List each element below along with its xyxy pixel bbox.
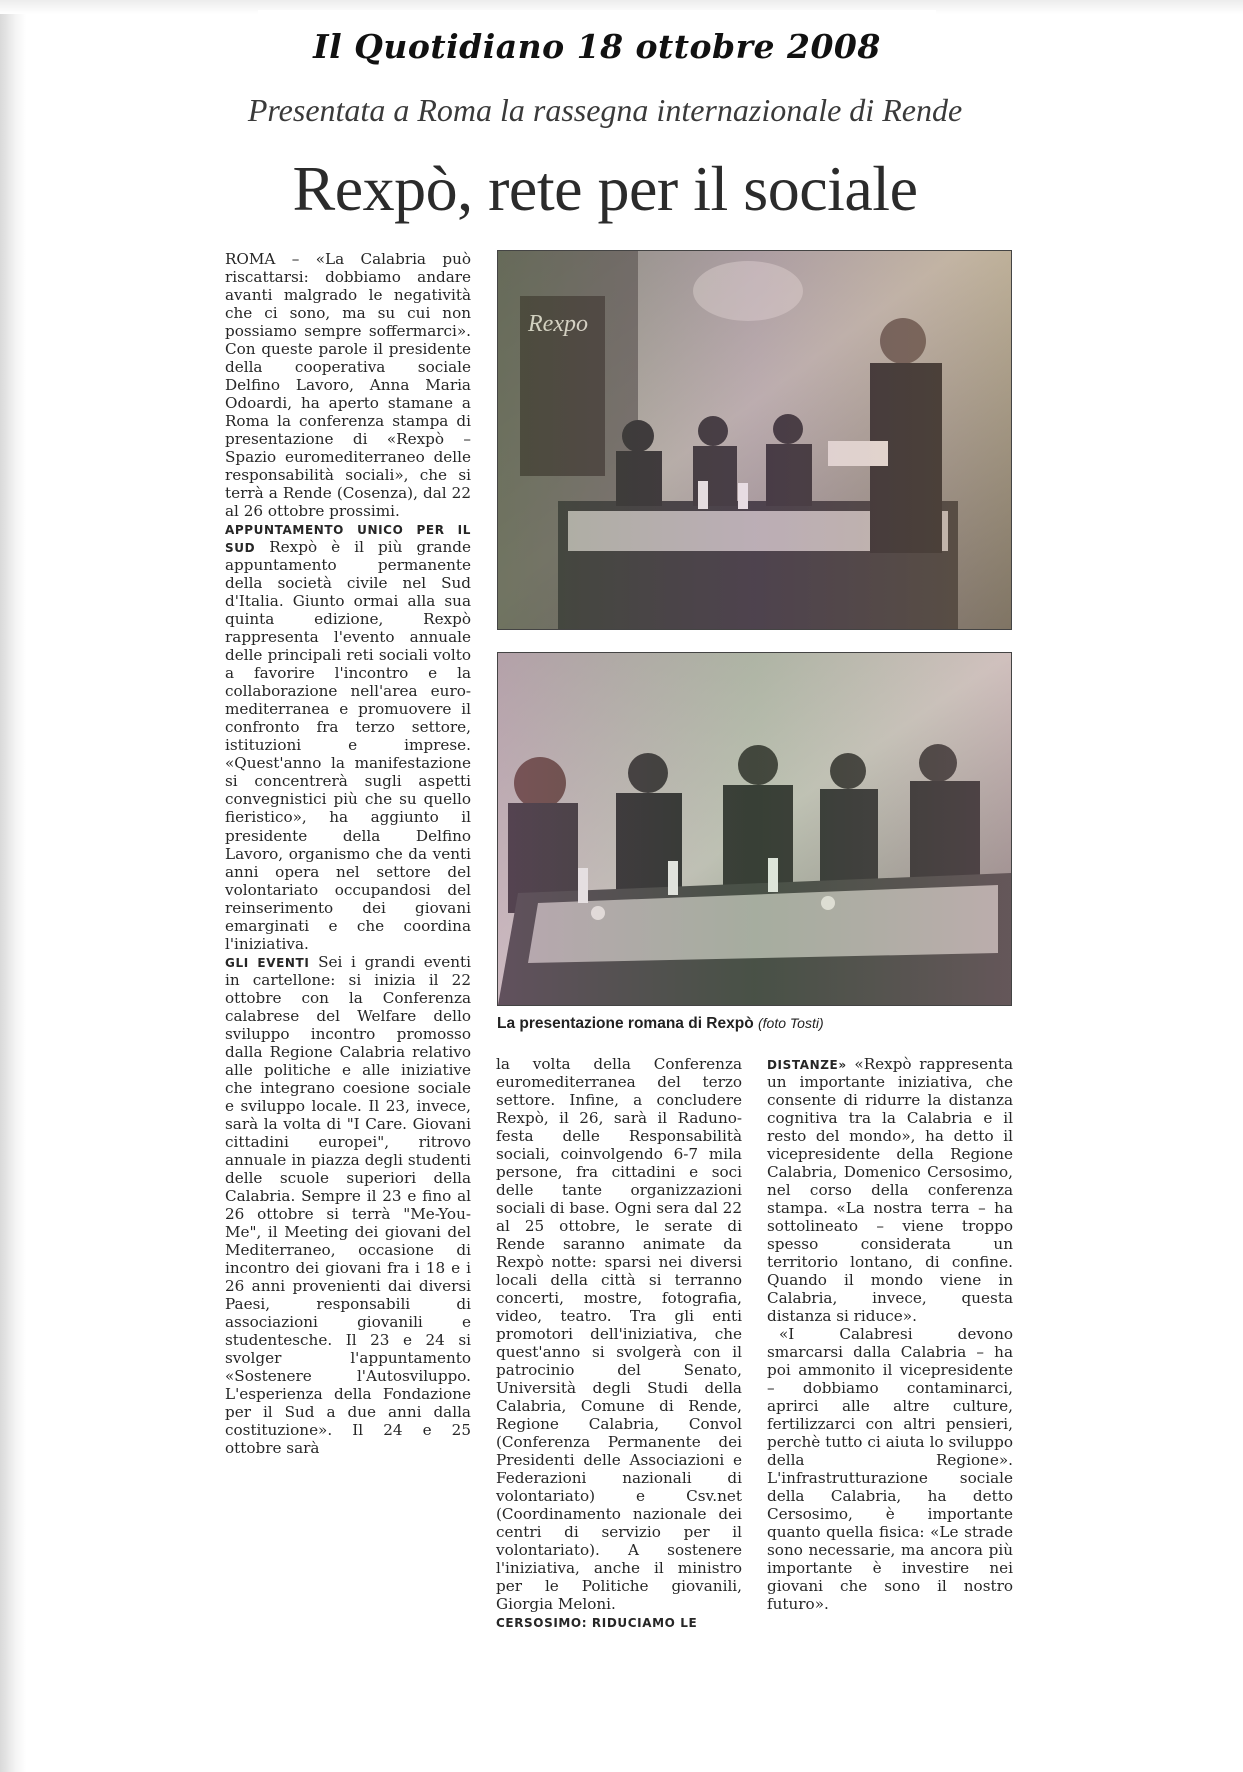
article-headline: Rexpò, rete per il sociale (292, 153, 918, 224)
masthead: Il Quotidiano 18 ottobre 2008 (313, 26, 881, 66)
scan-page-edge (0, 0, 26, 1772)
subheading: CERSOSIMO: RIDUCIAMO LE (496, 1616, 698, 1631)
photo-press-conference-speaker (497, 250, 1012, 630)
paragraph: Rexpò è il più grande appuntamento permanente della società civile nel Sud d'Italia. Giunto ormai alla sua quinta edizione, Rexpò rappresenta l'evento annuale delle principali reti sociali volto a favorire l'incontro e la collaborazione nell'area euro-mediterranea e promuovere il confronto fra terzo settore, istituzioni e imprese. «Quest'anno la manifestazione si concentrerà sugli aspetti convegnistici più che su quello fieristico», ha aggiunto il presidente della Delfino Lavoro, organismo che da venti anni opera nel settore del volontariato occupandosi del reinserimento dei giovani emarginati e che coordina l'iniziativa. (225, 538, 471, 953)
article-column-middle (496, 1055, 742, 1632)
subheading: DISTANZE» (767, 1058, 847, 1072)
article-column-right (767, 1055, 1013, 1613)
article-column-left (225, 250, 471, 1457)
paragraph: ROMA – «La Calabria può riscattarsi: dobbiamo andare avanti malgrado le negatività che ci sono, ma su cui non possiamo sempre soffermarci». Con queste parole il presidente della cooperativa sociale Delfino Lavoro, Anna Maria Odoardi, ha aperto stamane a Roma la conferenza stampa di presentazione di «Rexpò – Spazio euromediterraneo delle responsabilità sociali», che si terrà a Rende (Cosenza), dal 22 al 26 ottobre prossimi. (225, 250, 471, 521)
masthead-box (258, 10, 936, 82)
article-kicker: Presentata a Roma la rassegna internazionale di Rende (247, 92, 963, 128)
paragraph: Sei i grandi eventi in cartellone: si inizia il 22 ottobre con la Conferenza calabrese del Welfare dello sviluppo incontro promosso dalla Regione Calabria relativo alle politiche e alle iniziative che integrano coesione sociale e sviluppo locale. Il 23, invece, sarà la volta di "I Care. Giovani cittadini europei", ritrovo annuale in piazza degli studenti delle scuole superiori della Calabria. Sempre il 23 e fino al 26 ottobre si terrà "Me-You-Me", il Meeting dei giovani del Mediterraneo, occasione di incontro dei giovani fra i 18 e i 26 anni provenienti dai diversi Paesi, responsabili di associazioni giovanili e studentesche. Il 23 e 24 si svolger l'appuntamento «Sostenere l'Autosviluppo. L'esperienza della Fondazione per il Sud a due anni dalla costituzione». Il 24 e 25 ottobre sarà (225, 952, 471, 1458)
paragraph: «Rexpò rappresenta un importante iniziativa, che consente di ridurre la distanza cognitiva tra la Calabria e il resto del mondo», ha detto il vicepresidente della Regione Calabria, Domenico Cersosimo, nel corso della conferenza stampa. «La nostra terra – ha sottolineato – viene troppo spesso considerata un territorio lontano, di confine. Quando il mondo viene in Calabria, invece, questa distanza si riduce». (767, 1055, 1014, 1326)
caption-text: La presentazione romana di Rexpò (497, 1015, 754, 1032)
subheading: GLI EVENTI (225, 955, 310, 970)
paragraph: «I Calabresi devono smarcarsi dalla Calabria – ha poi ammonito il vicepresidente – dobbiamo contaminarci, aprirci alle altre culture, fertilizzarci con altri pensieri, perchè tutto ci aiuta lo sviluppo della Regione». L'infrastrutturazione sociale della Calabria, ha detto Cersosimo, è importante quanto quella fisica: «Le strade sono necessarie, ma ancora più importante è investire nei giovani che sono il nostro futuro». (767, 1325, 1013, 1614)
photo-caption (497, 1015, 1010, 1033)
photo-credit: (foto Tosti) (758, 1015, 824, 1031)
subheading: APPUNTAMENTO UNICO PER IL SUD (225, 523, 471, 556)
photo-press-conference-table (497, 652, 1012, 1006)
paragraph: la volta della Conferenza euromediterranea del terzo settore. Infine, a concludere Rexpò, il 26, sarà il Raduno-festa delle Responsabilità sociali, coinvolgendo 6-7 mila persone, fra cittadini e soci delle tante organizzazioni sociali di base. Ogni sera dal 22 al 25 ottobre, le serate di Rende saranno animate da Rexpò notte: sparsi nei diversi locali della città si terranno concerti, mostre, fotografia, video, teatro. Tra gli enti promotori dell'iniziativa, che quest'anno si svolgerà con il patrocinio del Senato, Università degli Studi della Calabria, Comune di Rende, Regione Calabria, Convol (Conferenza Permanente dei Presidenti delle Associazioni e Federazioni nazionali di volontariato) e Csv.net (Coordinamento nazionale dei centri di servizio per il volontariato). A sostenere l'iniziativa, anche il ministro per le Politiche giovanili, Giorgia Meloni. (496, 1055, 742, 1614)
